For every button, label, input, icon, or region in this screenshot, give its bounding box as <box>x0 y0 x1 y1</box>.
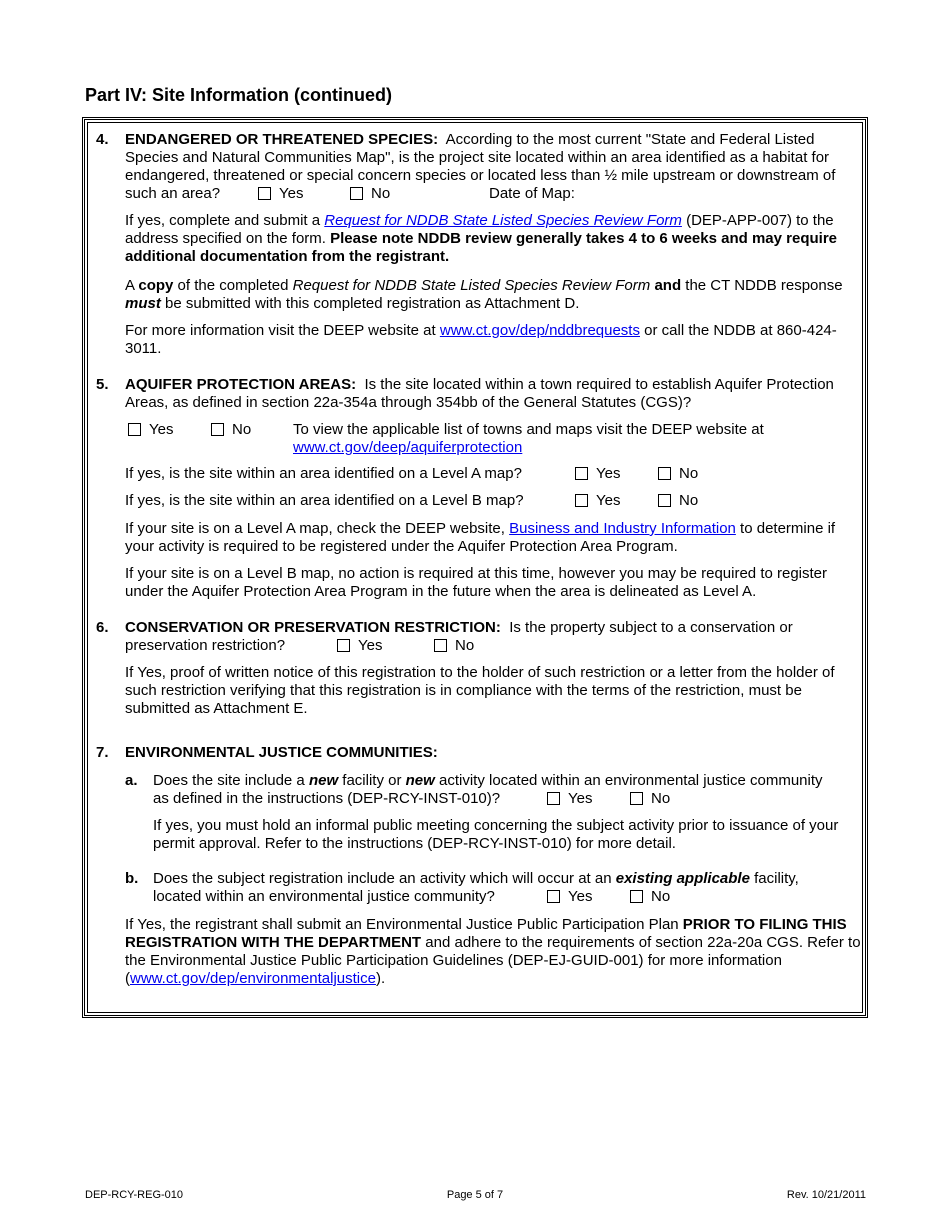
checkbox[interactable] <box>658 467 671 480</box>
level-b-no-option[interactable]: No <box>658 492 698 510</box>
checkbox[interactable] <box>211 423 224 436</box>
checkbox[interactable] <box>658 494 671 507</box>
footer-revision: Rev. 10/21/2011 <box>786 1189 866 1201</box>
checkbox[interactable] <box>337 639 350 652</box>
section-number-5: 5. <box>96 376 109 393</box>
level-a-yes-option[interactable]: Yes <box>575 465 620 483</box>
level-a-no-option[interactable]: No <box>658 465 698 483</box>
section-6-note: If Yes, proof of written notice of this registration to the holder of such restriction or a letter from the holder of such restriction verifying that this registration is in compliance with the terms of the restriction, must be submitted as Attachment E. <box>125 664 835 717</box>
level-b-note: If your site is on a Level B map, no action is required at this time, however you may be required to register under the Aquifer Protection Area Program in the future when the area is delineated as Level A. <box>125 565 828 600</box>
section-5-title: AQUIFER PROTECTION AREAS: <box>125 376 357 393</box>
checkbox[interactable] <box>630 890 643 903</box>
section-6-title: CONSERVATION OR PRESERVATION RESTRICTION: <box>125 619 501 636</box>
aquifer-view-note: To view the applicable list of towns and maps visit the DEEP website at www.ct.gov/deep/aquiferprotection <box>293 421 764 456</box>
s5-yes-option[interactable]: Yes <box>128 421 173 439</box>
section-number-4: 4. <box>96 131 109 148</box>
business-industry-link[interactable]: Business and Industry Information <box>509 520 736 537</box>
s6-yes-option[interactable]: Yes <box>337 637 382 655</box>
s7b-yes-option[interactable]: Yes <box>547 888 592 906</box>
s6-no-option[interactable]: No <box>434 637 474 655</box>
checkbox[interactable] <box>350 187 363 200</box>
date-of-map-label: Date of Map: <box>489 185 575 202</box>
item-a-question: Does the site include a new facility or new activity located within an environmental justice community as defined in the instructions (DEP-RCY-INST-010)? <box>153 772 823 807</box>
checkbox[interactable] <box>547 890 560 903</box>
checkbox[interactable] <box>575 494 588 507</box>
footer-form-id: DEP-RCY-REG-010 <box>85 1189 184 1201</box>
checkbox[interactable] <box>630 792 643 805</box>
checkbox[interactable] <box>575 467 588 480</box>
nddb-requests-link[interactable]: www.ct.gov/dep/nddbrequests <box>439 322 640 339</box>
nddb-review-form-link[interactable]: Request for NDDB State Listed Species Review Form <box>324 212 682 229</box>
section-number-7: 7. <box>96 744 109 761</box>
level-a-note: If your site is on a Level A map, check the DEEP website, Business and Industry Information to determine if your activity is required to be registered under the Aquifer Protection Area Program. <box>125 520 836 555</box>
section-7-ej-note: If Yes, the registrant shall submit an Environmental Justice Public Participation Plan PRIOR TO FILING THIS REGISTRATION WITH THE DEPARTMENT and adhere to the requirements of section 22a-20a CGS. Refer to the Environmental Justice Public Participation Guidelines (DEP-EJ-GUID-001) for more information (www.ct.gov/dep/environmentaljustice). <box>125 916 861 987</box>
checkbox[interactable] <box>128 423 141 436</box>
section-4-more-info: For more information visit the DEEP website at www.ct.gov/dep/nddbrequests or call the NDDB at 860-424-3011. <box>125 322 837 357</box>
s7a-no-option[interactable]: No <box>630 790 670 808</box>
level-a-question: If yes, is the site within an area identified on a Level A map? <box>125 465 522 482</box>
level-b-yes-option[interactable]: Yes <box>575 492 620 510</box>
section-4-nddb-note: If yes, complete and submit a Request for NDDB State Listed Species Review Form (DEP-APP-007) to the address specified on the form. Please note NDDB review generally takes 4 to 6 weeks and may require additional documentation from the registrant. <box>125 212 838 265</box>
checkbox[interactable] <box>434 639 447 652</box>
checkbox[interactable] <box>547 792 560 805</box>
s4-yes-option[interactable]: Yes <box>258 185 303 203</box>
section-number-6: 6. <box>96 619 109 636</box>
item-a-label: a. <box>125 772 138 789</box>
section-7-title: ENVIRONMENTAL JUSTICE COMMUNITIES: <box>125 744 438 761</box>
s4-no-option[interactable]: No <box>350 185 390 203</box>
section-6-question: CONSERVATION OR PRESERVATION RESTRICTION: Is the property subject to a conservation or preservation restriction? <box>125 619 793 654</box>
s5-no-option[interactable]: No <box>211 421 251 439</box>
environmental-justice-link[interactable]: www.ct.gov/dep/environmentaljustice <box>130 970 376 987</box>
item-b-question: Does the subject registration include an activity which will occur at an existing applicable facility, located within an environmental justice community? <box>153 870 799 905</box>
checkbox[interactable] <box>258 187 271 200</box>
level-b-question: If yes, is the site within an area identified on a Level B map? <box>125 492 524 509</box>
item-b-label: b. <box>125 870 139 887</box>
section-4-question: ENDANGERED OR THREATENED SPECIES: According to the most current "State and Federal Listed Species and Natural Communities Map", is the project site located within an area identified as a habitat for endangered, threatened or special concern species or located less than ½ mile upstream or downstream of such an area? <box>125 131 836 202</box>
s7a-yes-option[interactable]: Yes <box>547 790 592 808</box>
footer-page-number: Page 5 of 7 <box>446 1189 504 1201</box>
section-4-copy-note: A copy of the completed Request for NDDB State Listed Species Review Form and the CT NDDB response must be submitted with this completed registration as Attachment D. <box>125 277 843 312</box>
section-5-question: AQUIFER PROTECTION AREAS: Is the site located within a town required to establish Aquifer Protection Areas, as defined in section 22a-354a through 354bb of the General Statutes (CGS)? <box>125 376 834 411</box>
part-title: Part IV: Site Information (continued) <box>85 85 393 105</box>
section-4-title: ENDANGERED OR THREATENED SPECIES: <box>125 131 439 148</box>
s7b-no-option[interactable]: No <box>630 888 670 906</box>
aquifer-protection-link[interactable]: www.ct.gov/deep/aquiferprotection <box>293 439 523 456</box>
item-a-note: If yes, you must hold an informal public meeting concerning the subject activity prior to issuance of your permit approval. Refer to the instructions (DEP-RCY-INST-010) for more detail. <box>153 817 839 852</box>
